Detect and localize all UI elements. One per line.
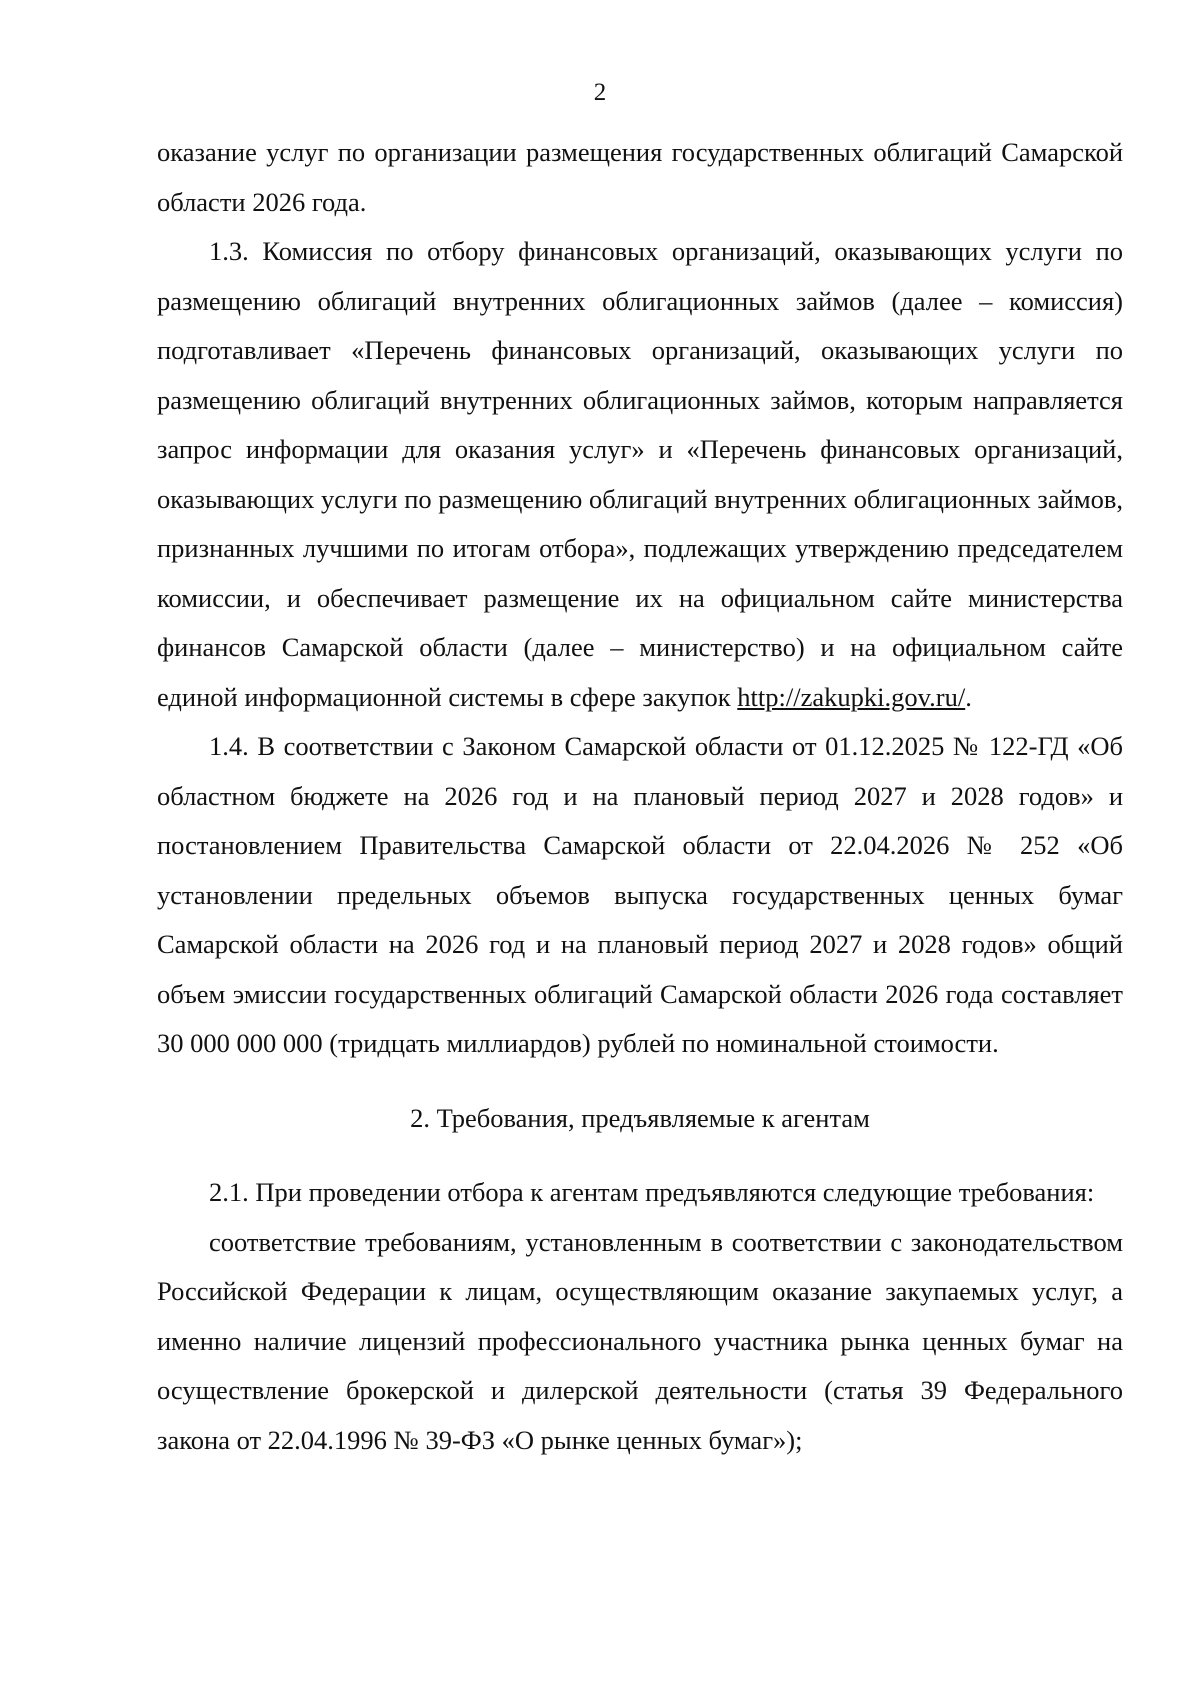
paragraph-1-4: 1.4. В соответствии с Законом Самарской области от 01.12.2025 № 122-ГД «Об областном бюджете на 2026 год и на плановый период 2027 и 2028 годов» и постановлением Правительства Самарской области от 22.04.2026 № 252 «Об установлении предельных объемов выпуска государственных ценных бумаг Самарской области на 2026 год и на плановый период 2027 и 2028 годов» общий объем эмиссии государственных облигаций Самарской области 2026 года составляет 30 000 000 000 (тридцать миллиардов) рублей по номинальной стоимости. [157,731,1123,1058]
page-number: 2 [593,79,607,106]
document-body [157,128,1123,1465]
paragraph-continuation: оказание услуг по организации размещения государственных облигаций Самарской области 2026 года. [157,137,1123,217]
paragraph-1-3-text: 1.3. Комиссия по отбору финансовых организаций, оказывающих услуги по размещению облигаций внутренних облигационных займов (далее – комиссия) подготавливает «Перечень финансовых организаций, оказывающих услуги по размещению облигаций внутренних облигационных займов, которым направляется запрос информации для оказания услуг» и «Перечень финансовых организаций, оказывающих услуги по размещению облигаций внутренних облигационных займов, признанных лучшими по итогам отбора», подлежащих утверждению председателем комиссии, и обеспечивает размещение их на официальном сайте министерства финансов Самарской области (далее – министерство) и на официальном сайте единой информационной системы в сфере закупок [157,236,1123,712]
zakupki-link[interactable]: http://zakupki.gov.ru/ [737,681,966,712]
section-2-heading: 2. Требования, предъявляемые к агентам [410,1102,870,1133]
paragraph-1-3 [157,227,1123,722]
paragraph-2-1: 2.1. При проведении отбора к агентам предъявляются следующие требования: [209,1177,1095,1207]
paragraph-1-3-end: . [965,681,972,712]
paragraph-2-1-item-1: соответствие требованиям, установленным в соответствии с законодательством Российской Федерации к лицам, осуществляющим оказание закупаемых услуг, а именно наличие лицензий профессионального участника рынка ценных бумаг на осуществление брокерской и дилерской деятельности (статья 39 Федерального закона от 22.04.1996 № 39-ФЗ «О рынке ценных бумаг»); [157,1226,1123,1455]
